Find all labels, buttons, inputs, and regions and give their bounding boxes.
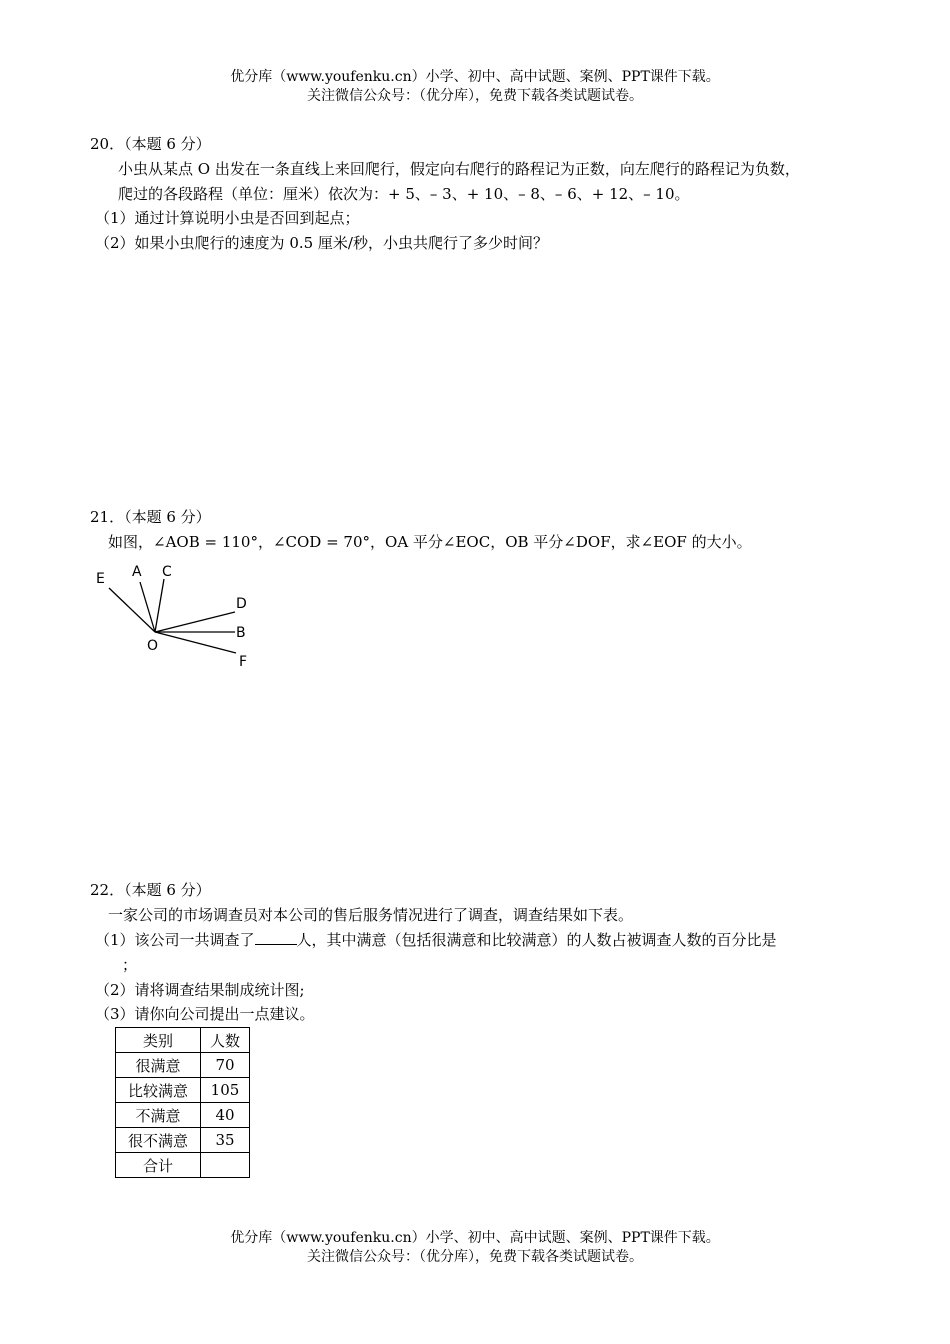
table-cell-category: 很满意 <box>116 1053 201 1078</box>
table-cell-total-label: 合计 <box>116 1153 201 1178</box>
table-row <box>116 1103 250 1128</box>
table-header-category: 类别 <box>116 1028 201 1053</box>
survey-table <box>115 1027 250 1178</box>
q22-part-3: （3）请你向公司提出一点建议。 <box>95 1005 315 1023</box>
ray-OD <box>155 612 235 632</box>
table-row <box>116 1128 250 1153</box>
q20-text-1: 小虫从某点 O 出发在一条直线上来回爬行，假定向右爬行的路程记为正数，向左爬行的路程记为负数， <box>118 160 800 178</box>
label-C: C <box>162 564 172 580</box>
q20-text-2: 爬过的各段路程（单位：厘米）依次为：+ 5、– 3、+ 10、– 8、– 6、+ 12、– 10。 <box>118 185 690 203</box>
label-E: E <box>96 571 105 587</box>
header-line-2: 关注微信公众号：（优分库），免费下载各类试题试卷。 <box>307 88 643 104</box>
q20-title: 20．（本题 6 分） <box>90 135 211 153</box>
table-header-row <box>116 1028 250 1053</box>
label-D: D <box>236 596 247 612</box>
q22-part-2: （2）请将调查结果制成统计图; <box>95 981 305 999</box>
table-row <box>116 1053 250 1078</box>
q21-text: 如图，∠AOB = 110°，∠COD = 70°，OA 平分∠EOC，OB 平分∠DOF，求∠EOF 的大小。 <box>108 533 752 551</box>
footer-line-2: 关注微信公众号：（优分库），免费下载各类试题试卷。 <box>307 1249 643 1265</box>
angle-diagram <box>85 555 265 675</box>
q21-title: 21．（本题 6 分） <box>90 508 211 526</box>
table-cell-category: 不满意 <box>116 1103 201 1128</box>
label-B: B <box>236 625 246 641</box>
footer-line-1: 优分库（www.youfenku.cn）小学、初中、高中试题、案例、PPT课件下载。 <box>230 1230 720 1246</box>
label-F: F <box>239 654 248 670</box>
table-cell-category: 比较满意 <box>116 1078 201 1103</box>
table-cell-count: 70 <box>201 1053 250 1078</box>
table-row-total <box>116 1153 250 1178</box>
table-cell-count: 105 <box>201 1078 250 1103</box>
q22-text: 一家公司的市场调查员对本公司的售后服务情况进行了调查，调查结果如下表。 <box>108 906 634 924</box>
label-O: O <box>147 638 159 654</box>
table-cell-category: 很不满意 <box>116 1128 201 1153</box>
ray-OF <box>155 632 236 653</box>
q22-part-1 <box>95 930 777 950</box>
q22-title: 22．（本题 6 分） <box>90 881 211 899</box>
table-row <box>116 1078 250 1103</box>
q20-part-1: （1）通过计算说明小虫是否回到起点； <box>95 209 360 227</box>
q22-part-1a: （1）该公司一共调查了 <box>95 931 255 949</box>
q22-part-1b: 人，其中满意（包括很满意和比较满意）的人数占被调查人数的百分比是 <box>296 931 777 949</box>
table-cell-count: 35 <box>201 1128 250 1153</box>
table-header-count: 人数 <box>201 1028 250 1053</box>
table-cell-total-value[interactable] <box>201 1153 250 1178</box>
q22-part-1c: ； <box>122 956 138 974</box>
q20-part-2: （2）如果小虫爬行的速度为 0.5 厘米/秒，小虫共爬行了多少时间？ <box>95 234 548 252</box>
header-line-1: 优分库（www.youfenku.cn）小学、初中、高中试题、案例、PPT课件下载。 <box>230 69 720 85</box>
ray-OC <box>155 579 164 632</box>
answer-blank-total[interactable] <box>255 930 297 945</box>
label-A: A <box>132 564 142 580</box>
table-cell-count: 40 <box>201 1103 250 1128</box>
